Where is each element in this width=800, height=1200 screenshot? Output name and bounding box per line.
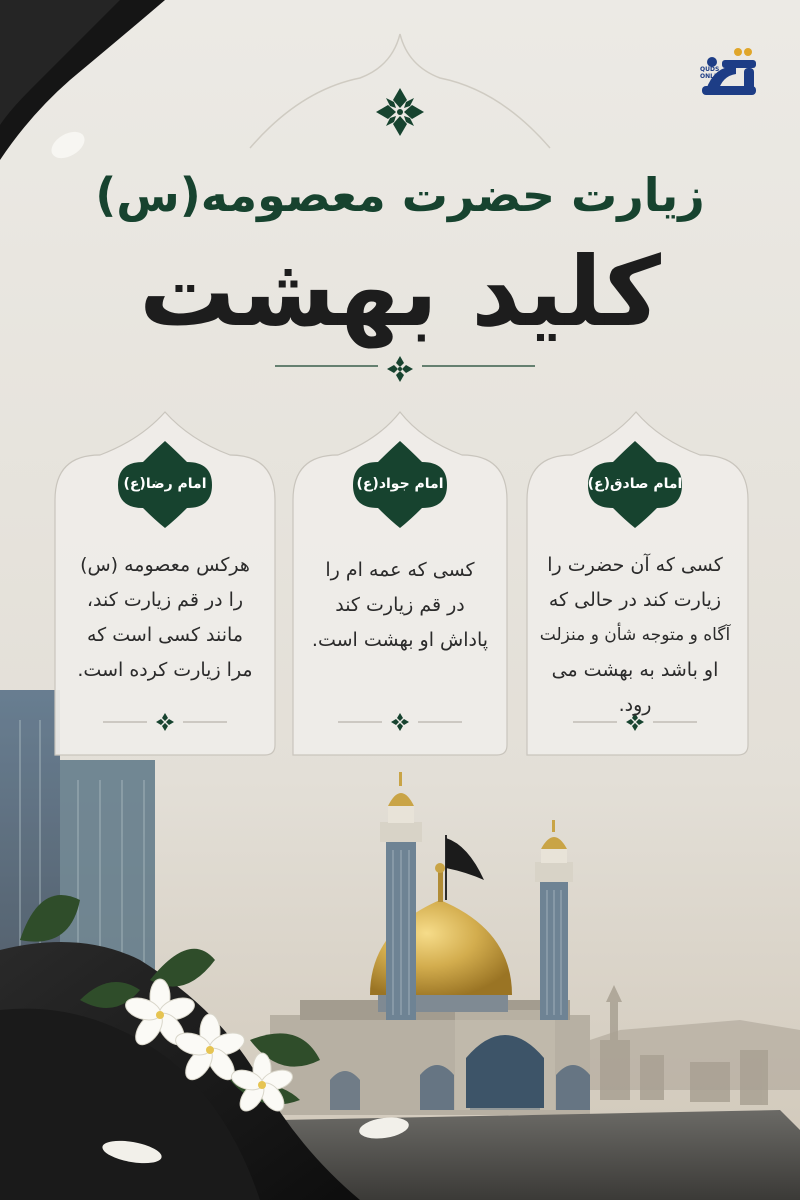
card-3-badge: امام رضا(ع) [123,476,207,492]
quote-line: را در قم زیارت کند، [86,589,244,611]
quote-line: در قم زیارت کند [335,594,465,616]
page-title: کلید بهشت [139,236,661,348]
quote-line: مرا زیارت کرده است. [77,659,253,681]
quote-line: کسی که عمه ام را [325,559,475,581]
quote-line: او باشد به بهشت می رود. [551,659,719,716]
card-1-quote [535,548,735,723]
logo [706,98,756,99]
quote-line: زیارت کند در حالی که [548,589,722,611]
card-2-badge: امام جواد(ع) [356,476,444,492]
quote-line: مانند کسی است که [87,624,243,646]
card-2-quote [300,553,500,658]
page-subtitle: زیارت حضرت معصومه(س) [95,168,705,222]
quote-line: آگاه و متوجه شأن و منزلت [539,625,731,645]
card-3-quote [65,548,265,688]
quote-line: کسی که آن حضرت را [547,554,723,576]
logo-caption: QUDS ONLINE [700,66,726,80]
quote-line: هرکس معصومه (س) [80,554,250,576]
quote-line: پاداش او بهشت است. [311,629,489,651]
card-1-badge: امام صادق(ع) [587,476,683,492]
